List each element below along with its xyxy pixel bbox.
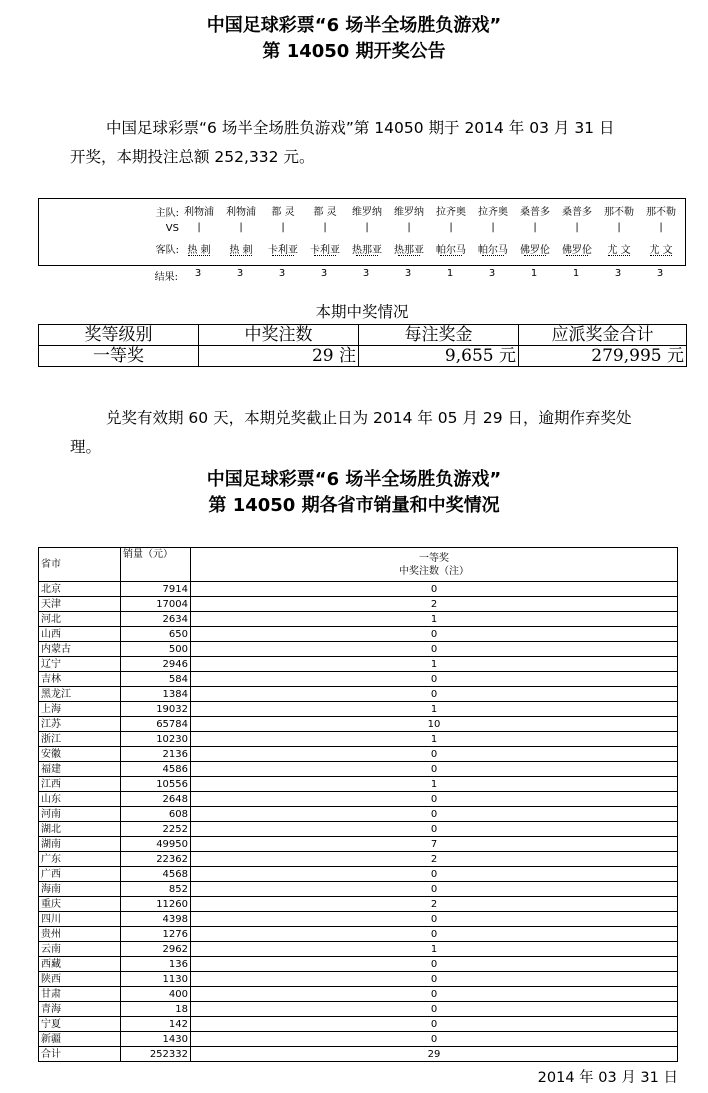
vs-mark: |	[407, 222, 411, 233]
match-result: 3	[194, 268, 202, 279]
dash-line	[482, 255, 504, 256]
province-winners: 1	[191, 777, 678, 792]
province-name: 福建	[39, 762, 121, 777]
province-name: 宁夏	[39, 1017, 121, 1032]
match-result: 3	[614, 268, 622, 279]
province-row	[39, 927, 678, 942]
match-table	[38, 198, 686, 266]
vs-mark: |	[659, 222, 663, 233]
province-row	[39, 687, 678, 702]
province-row	[39, 822, 678, 837]
province-row	[39, 612, 678, 627]
match-result: 3	[236, 268, 244, 279]
home-team: 桑普多	[520, 207, 550, 218]
province-winners: 1	[191, 657, 678, 672]
province-sales: 142	[121, 1017, 191, 1032]
province-winners: 1	[191, 732, 678, 747]
prize-section-title: 本期中奖情况	[315, 303, 409, 321]
vs-mark: |	[197, 222, 201, 233]
dash-line	[356, 255, 378, 256]
province-row	[39, 642, 678, 657]
home-team: 利物浦	[184, 207, 214, 218]
province-sales: 136	[121, 957, 191, 972]
province-row	[39, 1017, 678, 1032]
province-winners: 0	[191, 912, 678, 927]
validity-line1: 兑奖有效期 60 天，本期兑奖截止日为 2014 年 05 月 29 日，逾期作弃奖处	[106, 409, 632, 427]
province-row	[39, 942, 678, 957]
match-column	[178, 199, 220, 265]
province-sales: 500	[121, 642, 191, 657]
province-winners: 7	[191, 837, 678, 852]
province-name: 江苏	[39, 717, 121, 732]
vs-mark: |	[575, 222, 579, 233]
match-column	[430, 199, 472, 265]
province-row	[39, 792, 678, 807]
match-column	[346, 199, 388, 265]
province-header: 省市	[39, 548, 121, 582]
province-sales: 608	[121, 807, 191, 822]
dash-line	[440, 255, 462, 256]
prize-count: 29 注	[199, 346, 359, 367]
province-name: 甘肃	[39, 987, 121, 1002]
dash-line	[230, 255, 252, 256]
province-name: 吉林	[39, 672, 121, 687]
prize-header-level: 奖等级别	[39, 325, 199, 346]
province-winners: 1	[191, 612, 678, 627]
result-label: 结果:	[154, 272, 178, 283]
province-winners: 1	[191, 702, 678, 717]
winners-header-line1: 一等奖	[419, 552, 449, 564]
prize-table	[38, 324, 687, 367]
province-sales: 10230	[121, 732, 191, 747]
province-sales: 17004	[121, 597, 191, 612]
province-sales: 1384	[121, 687, 191, 702]
province-sales: 19032	[121, 702, 191, 717]
dash-line	[188, 255, 210, 256]
match-column	[472, 199, 514, 265]
province-sales: 2946	[121, 657, 191, 672]
province-winners: 0	[191, 822, 678, 837]
vs-mark: |	[239, 222, 243, 233]
match-column	[514, 199, 556, 265]
home-team: 维罗纳	[394, 207, 424, 218]
match-result: 1	[572, 268, 580, 279]
dash-line	[272, 255, 294, 256]
away-team: 佛罗伦	[520, 245, 550, 256]
province-row	[39, 597, 678, 612]
province-name: 西藏	[39, 957, 121, 972]
match-result: 3	[656, 268, 664, 279]
vs-mark: |	[533, 222, 537, 233]
prize-level: 一等奖	[39, 346, 199, 367]
province-row	[39, 732, 678, 747]
province-row	[39, 747, 678, 762]
match-column	[262, 199, 304, 265]
dash-line	[398, 255, 420, 256]
away-team: 卡利亚	[310, 245, 340, 256]
province-sales: 1130	[121, 972, 191, 987]
match-result: 3	[404, 268, 412, 279]
province-row	[39, 702, 678, 717]
province-sales: 7914	[121, 582, 191, 597]
province-sales: 4398	[121, 912, 191, 927]
province-name: 湖北	[39, 822, 121, 837]
province-row	[39, 807, 678, 822]
prize-header-count: 中奖注数	[199, 325, 359, 346]
province-winners: 29	[191, 1047, 678, 1062]
home-team-label: 主队:	[155, 208, 179, 219]
province-row	[39, 717, 678, 732]
match-column	[598, 199, 640, 265]
province-sales: 4586	[121, 762, 191, 777]
match-column	[556, 199, 598, 265]
province-header-row	[39, 548, 678, 582]
province-winners: 0	[191, 1002, 678, 1017]
province-sales: 1430	[121, 1032, 191, 1047]
match-column	[388, 199, 430, 265]
province-row	[39, 762, 678, 777]
province-winners: 0	[191, 792, 678, 807]
sales-header: 销量（元）	[121, 548, 191, 582]
announcement-title: 中国足球彩票“6 场半全场胜负游戏”	[206, 15, 502, 36]
dash-line	[524, 255, 546, 256]
sales-subtitle: 第 14050 期各省市销量和中奖情况	[208, 495, 500, 516]
province-winners: 2	[191, 852, 678, 867]
province-name: 广东	[39, 852, 121, 867]
province-name: 云南	[39, 942, 121, 957]
vs-mark: |	[281, 222, 285, 233]
province-row	[39, 1032, 678, 1047]
province-sales-table	[38, 547, 678, 1062]
winners-header-line2: 中奖注数（注）	[399, 565, 469, 577]
province-name: 四川	[39, 912, 121, 927]
match-result: 3	[320, 268, 328, 279]
province-sales: 11260	[121, 897, 191, 912]
away-team: 帕尔马	[478, 245, 508, 256]
province-winners: 10	[191, 717, 678, 732]
province-sales: 252332	[121, 1047, 191, 1062]
province-sales: 400	[121, 987, 191, 1002]
away-team: 帕尔马	[436, 245, 466, 256]
province-name: 新疆	[39, 1032, 121, 1047]
province-winners: 0	[191, 582, 678, 597]
province-sales: 852	[121, 882, 191, 897]
match-result: 1	[530, 268, 538, 279]
match-column	[640, 199, 682, 265]
province-name: 陕西	[39, 972, 121, 987]
announcement-subtitle: 第 14050 期开奖公告	[262, 41, 446, 62]
province-sales: 2634	[121, 612, 191, 627]
province-name: 重庆	[39, 897, 121, 912]
province-sales: 18	[121, 1002, 191, 1017]
match-results-row	[38, 266, 686, 282]
away-team: 热 刺	[229, 245, 253, 256]
province-winners: 0	[191, 867, 678, 882]
province-winners: 0	[191, 972, 678, 987]
province-name: 贵州	[39, 927, 121, 942]
match-result: 3	[362, 268, 370, 279]
province-name: 湖南	[39, 837, 121, 852]
validity-paragraph	[70, 404, 692, 462]
away-team: 佛罗伦	[562, 245, 592, 256]
match-column	[304, 199, 346, 265]
province-winners: 0	[191, 807, 678, 822]
vs-mark: |	[365, 222, 369, 233]
home-team: 那不勒	[646, 207, 676, 218]
prize-amount: 9,655 元	[359, 346, 519, 367]
province-name: 内蒙古	[39, 642, 121, 657]
dash-line	[314, 255, 336, 256]
match-result: 3	[278, 268, 286, 279]
sales-title: 中国足球彩票“6 场半全场胜负游戏”	[206, 469, 502, 490]
winners-header	[191, 548, 678, 582]
province-sales: 65784	[121, 717, 191, 732]
away-team: 卡利亚	[268, 245, 298, 256]
province-row	[39, 987, 678, 1002]
province-row	[39, 657, 678, 672]
away-team: 热那亚	[394, 245, 424, 256]
dash-line	[650, 255, 672, 256]
province-name: 黑龙江	[39, 687, 121, 702]
province-name: 青海	[39, 1002, 121, 1017]
announcement-line2: 开奖，本期投注总额 252,332 元。	[70, 148, 315, 166]
province-name: 天津	[39, 597, 121, 612]
province-row	[39, 897, 678, 912]
province-row	[39, 867, 678, 882]
away-team-label: 客队:	[155, 245, 179, 256]
province-row	[39, 627, 678, 642]
province-winners: 0	[191, 987, 678, 1002]
away-team: 尤 文	[607, 245, 631, 256]
announcement-line1: 中国足球彩票“6 场半全场胜负游戏”第 14050 期于 2014 年 03 月 31 日	[106, 119, 615, 137]
province-sales: 49950	[121, 837, 191, 852]
province-sales: 22362	[121, 852, 191, 867]
validity-line2: 理。	[70, 438, 102, 456]
province-row	[39, 837, 678, 852]
prize-total: 279,995 元	[519, 346, 687, 367]
province-winners: 0	[191, 687, 678, 702]
province-name: 上海	[39, 702, 121, 717]
province-winners: 0	[191, 1017, 678, 1032]
home-team: 拉齐奥	[478, 207, 508, 218]
province-name: 北京	[39, 582, 121, 597]
province-winners: 2	[191, 597, 678, 612]
match-result: 3	[488, 268, 496, 279]
province-winners: 0	[191, 642, 678, 657]
province-sales: 584	[121, 672, 191, 687]
match-column	[220, 199, 262, 265]
province-name: 江西	[39, 777, 121, 792]
prize-header-row	[39, 325, 687, 346]
home-team: 都 灵	[313, 207, 337, 218]
province-name: 山东	[39, 792, 121, 807]
prize-row-first	[39, 346, 687, 367]
dash-line	[566, 255, 588, 256]
home-team: 维罗纳	[352, 207, 382, 218]
home-team: 桑普多	[562, 207, 592, 218]
province-name: 河北	[39, 612, 121, 627]
province-row	[39, 1002, 678, 1017]
away-team: 热那亚	[352, 245, 382, 256]
province-sales: 2962	[121, 942, 191, 957]
away-team: 尤 文	[649, 245, 673, 256]
vs-mark: |	[323, 222, 327, 233]
announcement-paragraph	[70, 114, 692, 172]
province-winners: 0	[191, 672, 678, 687]
province-winners: 0	[191, 1032, 678, 1047]
province-name: 海南	[39, 882, 121, 897]
province-row	[39, 777, 678, 792]
province-sales: 650	[121, 627, 191, 642]
province-row	[39, 672, 678, 687]
prize-header-total: 应派奖金合计	[519, 325, 687, 346]
vs-label: VS	[165, 223, 179, 234]
province-winners: 0	[191, 927, 678, 942]
province-row	[39, 582, 678, 597]
province-name: 浙江	[39, 732, 121, 747]
province-row	[39, 957, 678, 972]
prize-header-amount: 每注奖金	[359, 325, 519, 346]
province-winners: 0	[191, 882, 678, 897]
dash-line	[608, 255, 630, 256]
province-row	[39, 912, 678, 927]
away-team: 热 刺	[187, 245, 211, 256]
home-team: 利物浦	[226, 207, 256, 218]
province-name: 河南	[39, 807, 121, 822]
province-winners: 0	[191, 627, 678, 642]
province-winners: 0	[191, 747, 678, 762]
home-team: 都 灵	[271, 207, 295, 218]
province-row	[39, 882, 678, 897]
province-row	[39, 1047, 678, 1062]
province-name: 山西	[39, 627, 121, 642]
province-winners: 0	[191, 957, 678, 972]
province-name: 合计	[39, 1047, 121, 1062]
province-winners: 2	[191, 897, 678, 912]
province-winners: 1	[191, 942, 678, 957]
province-sales: 4568	[121, 867, 191, 882]
province-row	[39, 972, 678, 987]
province-winners: 0	[191, 762, 678, 777]
vs-mark: |	[491, 222, 495, 233]
vs-mark: |	[617, 222, 621, 233]
province-sales: 2136	[121, 747, 191, 762]
province-sales: 2648	[121, 792, 191, 807]
province-name: 辽宁	[39, 657, 121, 672]
home-team: 拉齐奥	[436, 207, 466, 218]
vs-mark: |	[449, 222, 453, 233]
province-sales: 2252	[121, 822, 191, 837]
province-name: 安徽	[39, 747, 121, 762]
home-team: 那不勒	[604, 207, 634, 218]
province-sales: 10556	[121, 777, 191, 792]
match-result: 1	[446, 268, 454, 279]
footer-date: 2014 年 03 月 31 日	[537, 1070, 678, 1086]
province-name: 广西	[39, 867, 121, 882]
province-sales: 1276	[121, 927, 191, 942]
province-row	[39, 852, 678, 867]
